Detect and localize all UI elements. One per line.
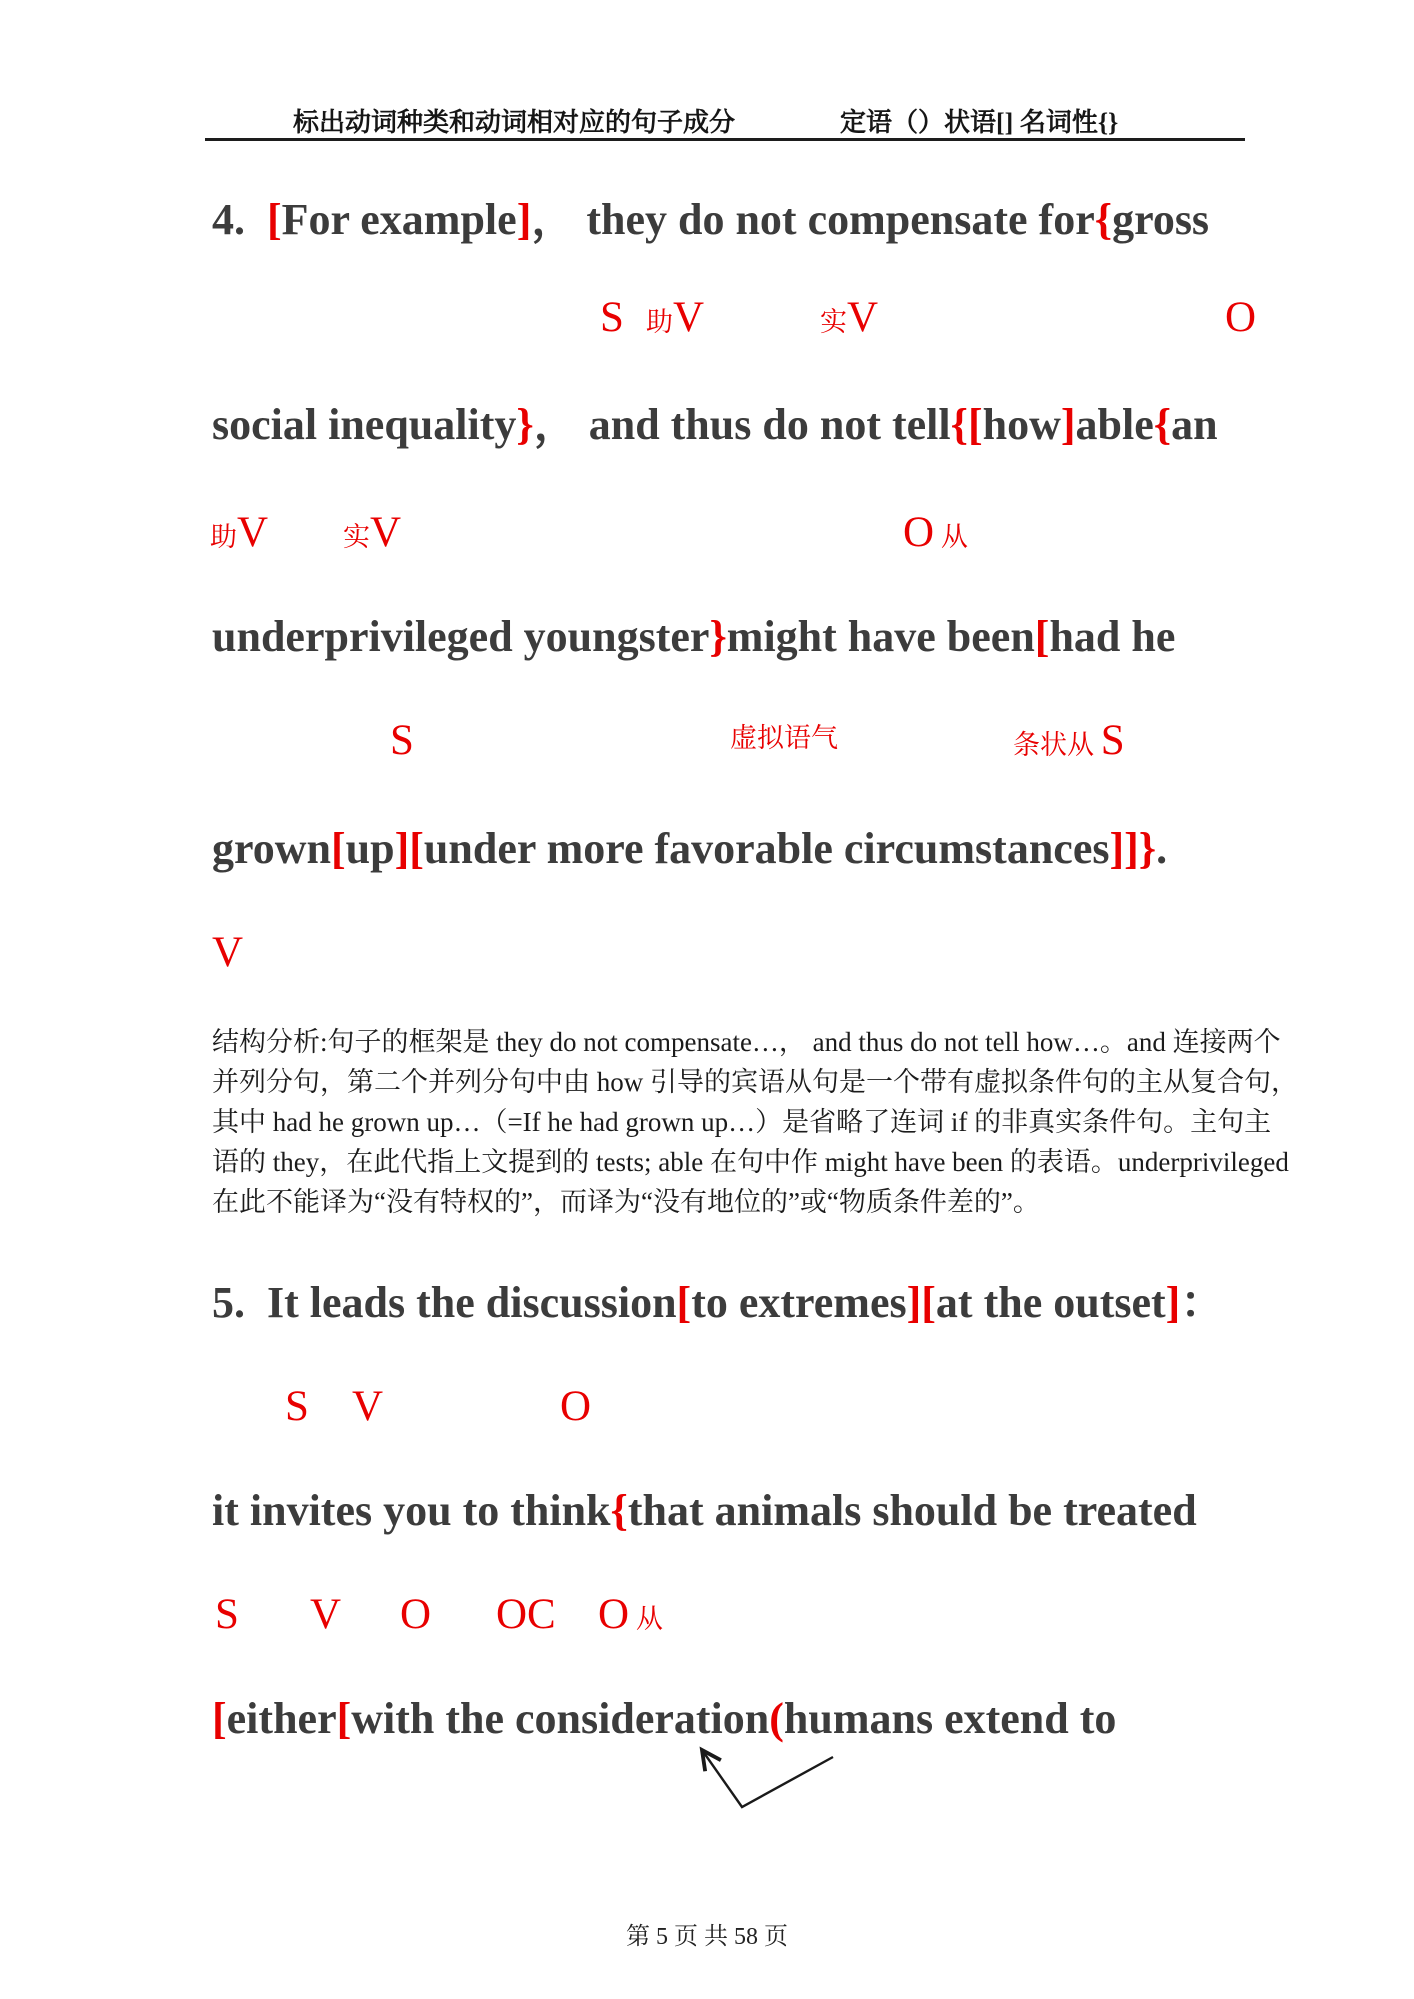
grammar-tag: O xyxy=(560,1383,592,1430)
sentence-5-line-3: [either[with the consideration(humans extend to xyxy=(212,1694,1117,1743)
structure-analysis xyxy=(212,1022,1298,1222)
analysis-line: 结构分析:句子的框架是 they do not compensate…， and thus do not tell how…。and 连接两个 xyxy=(212,1027,1281,1057)
header-left-text: 标出动词种类和动词相对应的句子成分 xyxy=(293,108,736,137)
grammar-tag: S xyxy=(600,294,624,341)
grammar-tag: V xyxy=(352,1383,384,1430)
grammar-tag: 助V xyxy=(210,509,269,556)
header-divider xyxy=(205,138,1245,141)
grammar-tag: S xyxy=(285,1383,309,1430)
grammar-tag: 条状从 S xyxy=(1013,717,1125,764)
grammar-tag: S xyxy=(390,717,414,764)
sentence-5-line-1: 5. It leads the discussion[to extremes][at the outset]： xyxy=(212,1278,1225,1327)
grammar-tag: V xyxy=(212,929,244,976)
sentence-4-line-2: social inequality}， and thus do not tell{[how]able{an xyxy=(212,400,1218,449)
analysis-line: 其中 had he grown up…（=If he had grown up…）是省略了连词 if 的非真实条件句。主句主 xyxy=(212,1107,1272,1137)
grammar-tag: O xyxy=(400,1591,432,1638)
grammar-tag: OC xyxy=(496,1591,556,1638)
sentence-4-line-1: 4. [For example]， they do not compensate for{gross xyxy=(212,195,1210,244)
analysis-line: 在此不能译为“没有特权的”，而译为“没有地位的”或“物质条件差的”。 xyxy=(212,1187,1040,1217)
grammar-tag: V xyxy=(310,1591,342,1638)
grammar-tag: 实V xyxy=(343,509,402,556)
analysis-line: 并列分句，第二个并列分句中由 how 引导的宾语从句是一个带有虚拟条件句的主从复合句， xyxy=(212,1067,1298,1097)
grammar-tag: 实V xyxy=(820,294,879,341)
sentence-5-line-2: it invites you to think{that animals should be treated xyxy=(212,1486,1197,1535)
annotation-row-5-2 xyxy=(0,1590,1414,1644)
sentence-4-line-3: underprivileged youngster}might have been[had he xyxy=(212,612,1176,661)
grammar-tag: S xyxy=(215,1591,239,1638)
grammar-tag: O 从 xyxy=(903,509,968,556)
grammar-tag: 助V xyxy=(646,294,705,341)
arrow-annotation-icon xyxy=(650,1728,870,1828)
grammar-tag: O xyxy=(1225,294,1257,341)
page-number: 第 5 页 共 58 页 xyxy=(626,1924,788,1950)
annotation-row-4-1 xyxy=(0,293,1414,347)
annotation-row-4-3 xyxy=(0,716,1414,770)
grammar-tag: 虚拟语气 xyxy=(730,723,838,753)
annotation-row-4-2 xyxy=(0,508,1414,562)
annotation-row-4-4 xyxy=(0,928,1414,982)
grammar-tag: O 从 xyxy=(598,1591,663,1638)
header-right-text: 定语（）状语[] 名词性{} xyxy=(840,108,1119,137)
annotation-row-5-1 xyxy=(0,1382,1414,1436)
sentence-4-line-4: grown[up][under more favorable circumstances]]}. xyxy=(212,824,1168,873)
analysis-line: 语的 they，在此代指上文提到的 tests; able 在句中作 might have been 的表语。underprivileged xyxy=(212,1147,1289,1177)
